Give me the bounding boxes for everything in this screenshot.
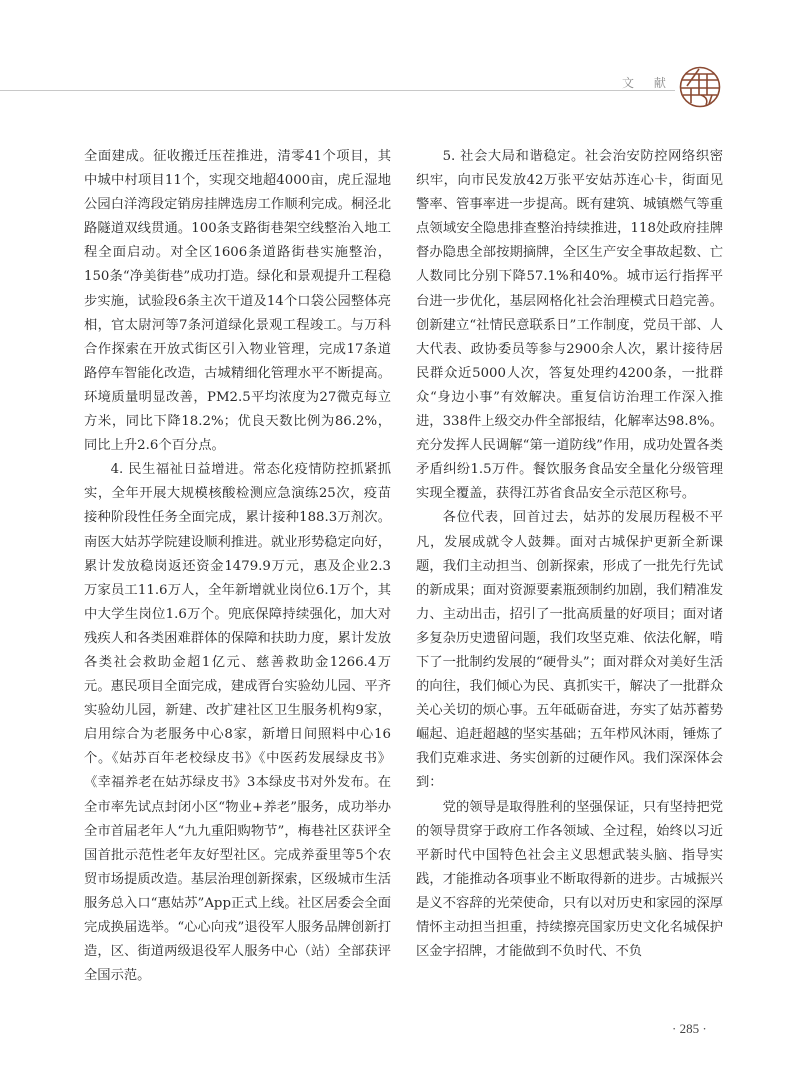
paragraph-party-leadership: 党的领导是取得胜利的坚强保证，只有坚持把党的领导贯穿于政府工作各领域、全过程，始终以习近平新时代中国特色社会主义思想武装头脑、指导实践，才能推动各项事业不断取得新的进步。古城振兴是义不容辞的光荣使命，只有以对历史和家园的深厚情怀主动担当担重，持续擦亮国家历史文化名城保护区金字招牌，才能做到不负时代、不负 xyxy=(416,799,723,960)
left-column xyxy=(84,145,391,988)
paragraph-livelihood: 4. 民生福祉日益增进。常态化疫情防控抓紧抓实，全年开展大规模核酸检测应急演练25次，疫苗接种阶段性任务全面完成，累计接种188.3万剂次。南医大姑苏学院建设顺利推进。就业形势稳定向好，累计发放稳岗返还资金1479.9万元，惠及企业2.3万家员工11.6万人，全年新增就业岗位6.1万个，其中大学生岗位1.6万个。兜底保障持续强化，加大对残疾人和各类困难群体的保障和扶助力度，累计发放各类社会救助金超1亿元、慈善救助金1266.4万元。惠民项目全面完成，建成胥台实验幼儿园、平齐实验幼儿园，新建、改扩建社区卫生服务机构9家，启用综合为老服务中心8家，新增日间照料中心16个。《姑苏百年老校绿皮书》《中医药发展绿皮书》《幸福养老在姑苏绿皮书》3本绿皮书对外发布。在全市率先试点封闭小区“物业+养老”服务，成功举办全市首届老年人“九九重阳购物节”，梅巷社区获评全国首批示范性老年友好型社区。完成养蚕里等5个农贸市场提质改造。基层治理创新探索，区级城市生活服务总入口“惠姑苏”App正式上线。社区居委会全面完成换届选举。“心心向戎”退役军人服务品牌创新打造，区、街道两级退役军人服务中心（站）全部获评全国示范。 xyxy=(84,462,391,984)
paragraph-review: 各位代表，回首过去，姑苏的发展历程极不平凡，发展成就令人鼓舞。面对古城保护更新全新课题，我们主动担当、创新探索，形成了一批先行先试的新成果；面对资源要素瓶颈制约加剧，我们精准发力、主动出击，招引了一批高质量的好项目；面对诸多复杂历史遗留问题，我们攻坚克难、依法化解，啃下了一批制约发展的“硬骨头”；面对群众对美好生活的向往，我们倾心为民、真抓实干，解决了一批群众关心关切的烦心事。五年砥砺奋进，夯实了姑苏蓄势崛起、追赶超越的坚实基础；五年栉风沐雨，锤炼了我们克难求进、务实创新的过硬作风。我们深深体会到： xyxy=(416,510,723,791)
section-label: 文 献 xyxy=(622,76,674,90)
right-column xyxy=(416,145,723,964)
paragraph-social-stability: 5. 社会大局和谐稳定。社会治安防控网络织密织牢，向市民发放42万张平安姑苏连心卡，街面见警率、管事率进一步提高。既有建筑、城镇燃气等重点领域安全隐患排查整治持续推进，118处政府挂牌督办隐患全部按期摘牌，全区生产安全事故起数、亡人数同比分别下降57.1%和40%。城市运行指挥平台进一步优化，基层网格化社会治理模式日趋完善。创新建立“社情民意联系日”工作制度，党员干部、人大代表、政协委员等参与2900余人次，累计接待居民群众近5000人次，答复处理约4200条，一批群众“身边小事”有效解决。重复信访治理工作深入推进，338件上级交办件全部报结，化解率达98.8%。充分发挥人民调解“第一道防线”作用，成功处置各类矛盾纠纷1.5万件。餐饮服务食品安全量化分级管理实现全覆盖，获得江苏省食品安全示范区称号。 xyxy=(416,149,723,502)
page-number: · 285 · xyxy=(672,1021,707,1036)
paragraph-urban-renewal: 全面建成。征收搬迁压茬推进，清零41个项目，其中城中村项目11个，实现交地超4000亩，虎丘湿地公园白洋湾段定销房挂牌选房工作顺利完成。桐泾北路隧道双线贯通。100条支路街巷架空线整治入地工程全面启动。对全区1606条道路街巷实施整治，150条“净美街巷”成功打造。绿化和景观提升工程稳步实施，试验段6条主次干道及14个口袋公园整体亮相，官太尉河等7条河道绿化景观工程竣工。与万科合作探索在开放式街区引入物业管理，完成17条道路停车智能化改造，古城精细化管理水平不断提高。环境质量明显改善，PM2.5平均浓度为27微克每立方米，同比下降18.2%；优良天数比例为86.2%，同比上升2.6个百分点。 xyxy=(84,149,391,454)
circular-seal-emblem-icon xyxy=(679,66,721,108)
header-rule xyxy=(0,90,675,91)
